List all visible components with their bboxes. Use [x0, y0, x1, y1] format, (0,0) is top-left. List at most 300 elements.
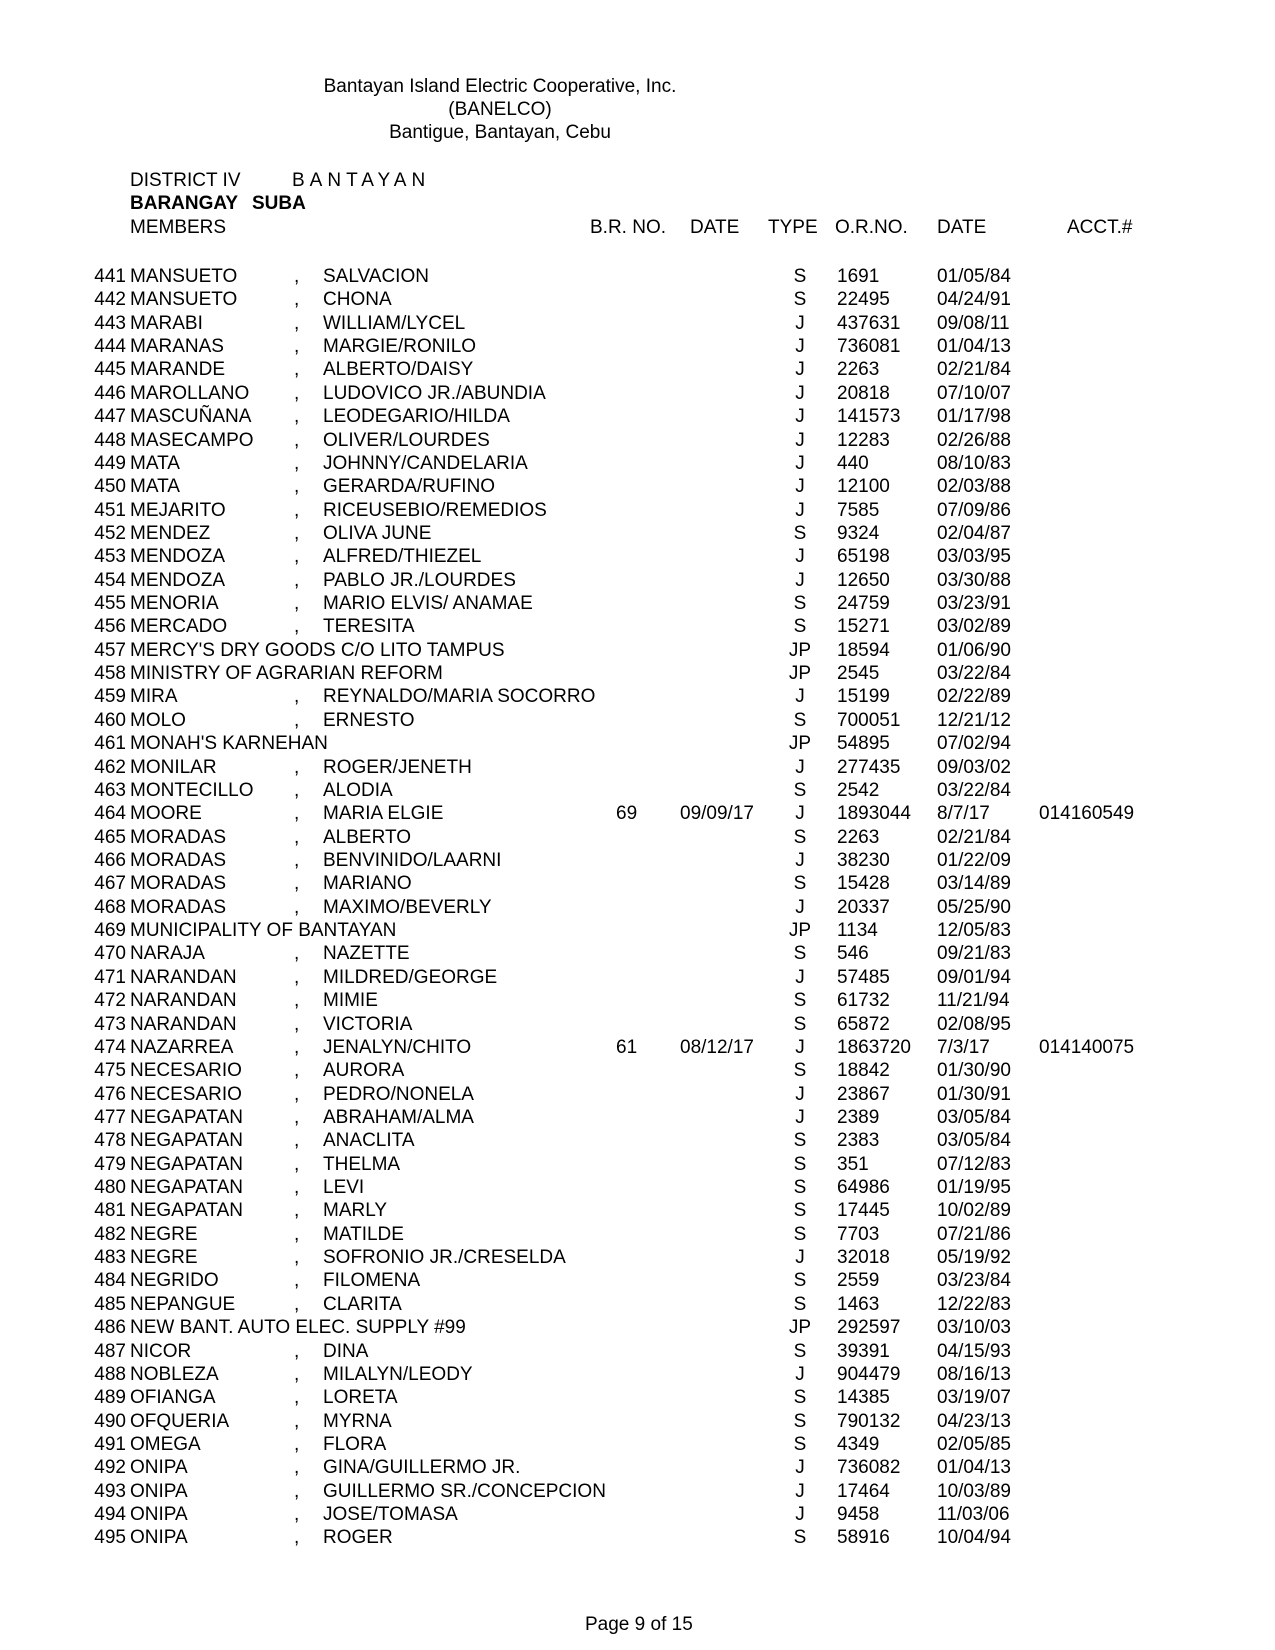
member-type: J	[795, 1083, 805, 1105]
member-number: 445	[94, 359, 126, 381]
member-type: S	[793, 1223, 807, 1245]
table-row	[0, 1223, 1275, 1246]
member-or-date: 08/16/13	[937, 1363, 1011, 1385]
member-or-no: 1863720	[837, 1036, 911, 1058]
barangay-label: BARANGAY	[130, 193, 239, 214]
member-last-name: NEGAPATAN	[130, 1200, 243, 1222]
member-number: 463	[94, 779, 126, 801]
member-type: J	[795, 499, 805, 521]
member-list	[0, 265, 1275, 1550]
name-separator: ,	[294, 1060, 300, 1082]
member-last-name: MORADAS	[130, 849, 227, 871]
member-or-date: 02/26/88	[937, 429, 1011, 451]
member-last-name: MASCUÑANA	[130, 406, 252, 428]
member-last-name: MORADAS	[130, 826, 227, 848]
member-first-name: ALODIA	[323, 779, 393, 801]
name-separator: ,	[294, 452, 300, 474]
name-separator: ,	[294, 289, 300, 311]
member-account: 014140075	[1039, 1036, 1135, 1058]
table-row	[0, 382, 1275, 405]
member-first-name: ANACLITA	[323, 1130, 415, 1152]
member-first-name: BENVINIDO/LAARNI	[323, 849, 502, 871]
member-last-name: NARAJA	[130, 943, 205, 965]
member-first-name: MAXIMO/BEVERLY	[323, 896, 492, 918]
member-number: 466	[94, 849, 126, 871]
table-row	[0, 335, 1275, 358]
member-number: 446	[94, 382, 126, 404]
member-number: 441	[94, 266, 126, 287]
member-or-date: 09/08/11	[937, 312, 1010, 334]
member-or-no: 23867	[837, 1083, 890, 1105]
member-first-name: MARIO ELVIS/ ANAMAE	[323, 593, 533, 615]
member-type: J	[795, 476, 805, 498]
member-or-no: 546	[837, 943, 869, 965]
member-last-name: MOORE	[130, 803, 202, 825]
name-separator: ,	[294, 569, 300, 591]
member-or-date: 04/15/93	[937, 1340, 1011, 1362]
name-separator: ,	[294, 1340, 300, 1362]
member-number: 442	[94, 289, 126, 311]
member-number: 475	[94, 1060, 126, 1082]
member-type: S	[793, 1340, 807, 1362]
table-row	[0, 452, 1275, 475]
member-or-no: 20818	[837, 382, 890, 404]
table-row	[0, 429, 1275, 452]
table-row	[0, 288, 1275, 311]
member-first-name: THELMA	[323, 1153, 401, 1175]
name-separator: ,	[294, 1504, 300, 1526]
table-row	[0, 499, 1275, 522]
member-account: 014160549	[1039, 803, 1135, 825]
member-number: 488	[94, 1363, 126, 1385]
member-or-no: 1691	[837, 266, 880, 287]
member-or-date: 07/10/07	[937, 382, 1011, 404]
member-or-no: 1463	[837, 1293, 880, 1315]
member-type: S	[793, 990, 807, 1012]
member-type: S	[793, 779, 807, 801]
member-or-date: 03/23/91	[937, 593, 1011, 615]
member-last-name: MANSUETO	[130, 289, 238, 311]
member-last-name: NEW BANT. AUTO ELEC. SUPPLY #99	[130, 1317, 466, 1339]
member-number: 468	[94, 896, 126, 918]
member-first-name: ROGER/JENETH	[323, 756, 472, 778]
member-number: 491	[94, 1433, 126, 1455]
member-or-no: 440	[837, 452, 869, 474]
member-type: J	[795, 1106, 805, 1128]
table-row	[0, 802, 1275, 825]
member-type: J	[795, 849, 805, 871]
member-type: J	[795, 312, 805, 334]
member-number: 495	[94, 1527, 126, 1549]
name-separator: ,	[294, 1480, 300, 1502]
name-separator: ,	[294, 429, 300, 451]
member-or-no: 9324	[837, 522, 880, 544]
member-or-no: 58916	[837, 1527, 890, 1549]
member-first-name: TERESITA	[323, 616, 415, 638]
member-number: 457	[94, 639, 126, 661]
member-type: S	[793, 1433, 807, 1455]
member-last-name: NICOR	[130, 1340, 192, 1362]
member-or-no: 736082	[837, 1457, 901, 1479]
member-type: S	[793, 943, 807, 965]
member-number: 461	[94, 733, 126, 755]
member-last-name: NEGAPATAN	[130, 1177, 243, 1199]
name-separator: ,	[294, 1293, 300, 1315]
name-separator: ,	[294, 896, 300, 918]
member-number: 482	[94, 1223, 126, 1245]
table-row	[0, 1199, 1275, 1222]
member-type: J	[795, 1036, 805, 1058]
table-row	[0, 1316, 1275, 1339]
member-or-date: 03/05/84	[937, 1130, 1011, 1152]
member-type: S	[793, 522, 807, 544]
member-or-no: 18594	[837, 639, 890, 661]
member-or-date: 03/10/03	[937, 1317, 1011, 1339]
member-number: 471	[94, 966, 126, 988]
table-row	[0, 358, 1275, 381]
member-br-no: 61	[616, 1036, 638, 1058]
member-type: J	[795, 359, 805, 381]
member-or-date: 09/01/94	[937, 966, 1011, 988]
member-last-name: MONAH'S KARNEHAN	[130, 733, 328, 755]
member-last-name: MERCY'S DRY GOODS C/O LITO TAMPUS	[130, 639, 505, 661]
member-first-name: CLARITA	[323, 1293, 402, 1315]
member-number: 467	[94, 873, 126, 895]
member-or-no: 904479	[837, 1363, 901, 1385]
member-first-name: ALBERTO/DAISY	[323, 359, 474, 381]
member-number: 474	[94, 1036, 126, 1058]
member-first-name: MARGIE/RONILO	[323, 336, 477, 358]
member-or-date: 8/7/17	[937, 803, 990, 825]
member-first-name: AURORA	[323, 1060, 405, 1082]
name-separator: ,	[294, 522, 300, 544]
member-or-date: 03/30/88	[937, 569, 1011, 591]
table-row	[0, 1410, 1275, 1433]
member-or-no: 14385	[837, 1387, 890, 1409]
member-or-date: 05/25/90	[937, 896, 1011, 918]
name-separator: ,	[294, 1387, 300, 1409]
table-row	[0, 872, 1275, 895]
member-type: S	[793, 1410, 807, 1432]
member-or-no: 22495	[837, 289, 890, 311]
member-last-name: MANSUETO	[130, 266, 238, 287]
member-first-name: JENALYN/CHITO	[323, 1036, 472, 1058]
member-or-date: 02/21/84	[937, 826, 1011, 848]
name-separator: ,	[294, 359, 300, 381]
member-type: J	[795, 803, 805, 825]
member-first-name: ROGER	[323, 1527, 393, 1549]
member-type: S	[793, 1270, 807, 1292]
member-or-no: 1134	[837, 920, 878, 942]
table-row	[0, 756, 1275, 779]
member-last-name: MENDOZA	[130, 569, 225, 591]
member-type: J	[795, 1363, 805, 1385]
member-last-name: NEGRIDO	[130, 1270, 219, 1292]
member-last-name: OMEGA	[130, 1433, 201, 1455]
member-type: J	[795, 382, 805, 404]
column-header-account: ACCT.#	[1067, 217, 1133, 238]
member-last-name: MUNICIPALITY OF BANTAYAN	[130, 920, 397, 942]
member-type: S	[793, 709, 807, 731]
member-type: J	[795, 429, 805, 451]
member-last-name: NECESARIO	[130, 1083, 242, 1105]
table-row	[0, 989, 1275, 1012]
name-separator: ,	[294, 826, 300, 848]
name-separator: ,	[294, 779, 300, 801]
member-number: 450	[94, 476, 126, 498]
page-number: Page 9 of 15	[585, 1614, 693, 1635]
member-or-no: 700051	[837, 709, 901, 731]
column-header-br-no: B.R. NO.	[590, 217, 667, 238]
member-last-name: MAROLLANO	[130, 382, 250, 404]
member-number: 473	[94, 1013, 126, 1035]
member-or-date: 07/02/94	[937, 733, 1011, 755]
name-separator: ,	[294, 1433, 300, 1455]
member-type: J	[795, 546, 805, 568]
member-number: 478	[94, 1130, 126, 1152]
member-or-date: 10/04/94	[937, 1527, 1011, 1549]
column-header-or-date: DATE	[937, 217, 987, 238]
member-or-date: 03/23/84	[937, 1270, 1011, 1292]
member-number: 490	[94, 1410, 126, 1432]
member-number: 486	[94, 1317, 126, 1339]
name-separator: ,	[294, 406, 300, 428]
column-header-date: DATE	[690, 217, 740, 238]
table-row	[0, 1433, 1275, 1456]
member-first-name: LEVI	[323, 1177, 365, 1199]
member-type: S	[793, 1153, 807, 1175]
member-number: 462	[94, 756, 126, 778]
member-type: JP	[788, 1317, 812, 1339]
member-or-date: 01/06/90	[937, 639, 1011, 661]
table-row	[0, 615, 1275, 638]
table-row	[0, 1480, 1275, 1503]
name-separator: ,	[294, 686, 300, 708]
member-number: 493	[94, 1480, 126, 1502]
member-or-date: 01/17/98	[937, 406, 1011, 428]
member-or-date: 03/02/89	[937, 616, 1011, 638]
name-separator: ,	[294, 1223, 300, 1245]
member-or-date: 10/03/89	[937, 1480, 1011, 1502]
member-last-name: NEPANGUE	[130, 1293, 236, 1315]
column-header-or-no: O.R.NO.	[835, 217, 908, 238]
member-or-no: 57485	[837, 966, 890, 988]
member-or-no: 20337	[837, 896, 890, 918]
member-or-no: 15199	[837, 686, 890, 708]
table-row	[0, 522, 1275, 545]
member-or-date: 04/23/13	[937, 1410, 1011, 1432]
member-last-name: MERCADO	[130, 616, 228, 638]
member-or-date: 02/04/87	[937, 522, 1011, 544]
member-or-no: 38230	[837, 849, 890, 871]
member-number: 492	[94, 1457, 126, 1479]
member-number: 489	[94, 1387, 126, 1409]
member-or-date: 03/03/95	[937, 546, 1011, 568]
member-or-date: 03/05/84	[937, 1106, 1011, 1128]
name-separator: ,	[294, 1527, 300, 1549]
member-br-date: 08/12/17	[680, 1036, 754, 1058]
member-last-name: NEGRE	[130, 1223, 198, 1245]
member-number: 443	[94, 312, 126, 334]
name-separator: ,	[294, 1270, 300, 1292]
table-row	[0, 475, 1275, 498]
member-last-name: NOBLEZA	[130, 1363, 219, 1385]
member-last-name: NEGRE	[130, 1247, 198, 1269]
member-or-no: 2545	[837, 663, 880, 685]
member-last-name: ONIPA	[130, 1480, 188, 1502]
name-separator: ,	[294, 266, 300, 287]
member-last-name: MARABI	[130, 312, 203, 334]
member-first-name: NAZETTE	[323, 943, 410, 965]
name-separator: ,	[294, 1200, 300, 1222]
member-type: J	[795, 896, 805, 918]
member-or-no: 2263	[837, 826, 880, 848]
member-or-no: 24759	[837, 593, 890, 615]
member-last-name: NARANDAN	[130, 1013, 237, 1035]
member-first-name: MILALYN/LEODY	[323, 1363, 473, 1385]
member-or-no: 4349	[837, 1433, 880, 1455]
member-type: S	[793, 1527, 807, 1549]
member-first-name: GUILLERMO SR./CONCEPCION	[323, 1480, 606, 1502]
name-separator: ,	[294, 499, 300, 521]
member-type: S	[793, 1177, 807, 1199]
member-first-name: ERNESTO	[323, 709, 415, 731]
member-br-no: 69	[616, 803, 638, 825]
member-or-date: 02/22/89	[937, 686, 1011, 708]
member-first-name: JOHNNY/CANDELARIA	[323, 452, 528, 474]
member-or-date: 02/05/85	[937, 1433, 1011, 1455]
district-label: DISTRICT IV	[130, 170, 241, 191]
member-last-name: NEGAPATAN	[130, 1153, 243, 1175]
member-last-name: MARANDE	[130, 359, 226, 381]
member-or-no: 790132	[837, 1410, 901, 1432]
member-or-date: 08/10/83	[937, 452, 1011, 474]
member-first-name: OLIVA JUNE	[323, 522, 432, 544]
member-last-name: MARANAS	[130, 336, 224, 358]
member-type: S	[793, 873, 807, 895]
member-number: 464	[94, 803, 126, 825]
member-or-no: 2383	[837, 1130, 880, 1152]
name-separator: ,	[294, 709, 300, 731]
member-last-name: MASECAMPO	[130, 429, 254, 451]
member-type: J	[795, 336, 805, 358]
name-separator: ,	[294, 616, 300, 638]
table-row	[0, 1036, 1275, 1059]
member-type: S	[793, 1013, 807, 1035]
member-number: 460	[94, 709, 126, 731]
member-number: 472	[94, 990, 126, 1012]
table-row	[0, 1293, 1275, 1316]
member-or-date: 05/19/92	[937, 1247, 1011, 1269]
member-type: J	[795, 406, 805, 428]
table-row	[0, 405, 1275, 428]
name-separator: ,	[294, 849, 300, 871]
member-type: J	[795, 569, 805, 591]
member-or-no: 2263	[837, 359, 880, 381]
name-separator: ,	[294, 476, 300, 498]
member-number: 477	[94, 1106, 126, 1128]
table-row	[0, 849, 1275, 872]
name-separator: ,	[294, 1013, 300, 1035]
member-or-date: 02/08/95	[937, 1013, 1011, 1035]
member-first-name: LORETA	[323, 1387, 398, 1409]
member-or-date: 03/22/84	[937, 663, 1011, 685]
member-or-date: 07/12/83	[937, 1153, 1011, 1175]
column-header-members: MEMBERS	[130, 217, 227, 238]
table-row	[0, 942, 1275, 965]
member-number: 469	[94, 920, 126, 942]
member-number: 456	[94, 616, 126, 638]
member-last-name: MATA	[130, 452, 180, 474]
member-number: 448	[94, 429, 126, 451]
member-type: J	[795, 756, 805, 778]
member-or-date: 09/21/83	[937, 943, 1011, 965]
member-or-no: 18842	[837, 1060, 890, 1082]
member-or-no: 65872	[837, 1013, 890, 1035]
member-type: S	[793, 616, 807, 638]
member-or-no: 2389	[837, 1106, 880, 1128]
member-last-name: OFIANGA	[130, 1387, 216, 1409]
member-or-no: 7585	[837, 499, 880, 521]
name-separator: ,	[294, 1247, 300, 1269]
table-row	[0, 1129, 1275, 1152]
name-separator: ,	[294, 1130, 300, 1152]
member-number: 484	[94, 1270, 126, 1292]
member-type: S	[793, 1130, 807, 1152]
table-row	[0, 1456, 1275, 1479]
member-number: 470	[94, 943, 126, 965]
member-or-no: 9458	[837, 1504, 880, 1526]
name-separator: ,	[294, 1177, 300, 1199]
name-separator: ,	[294, 1106, 300, 1128]
column-header-type: TYPE	[768, 217, 818, 238]
table-row	[0, 1083, 1275, 1106]
member-or-no: 12283	[837, 429, 890, 451]
member-number: 444	[94, 336, 126, 358]
member-or-no: 17464	[837, 1480, 890, 1502]
name-separator: ,	[294, 382, 300, 404]
member-or-date: 01/30/90	[937, 1060, 1011, 1082]
member-first-name: DINA	[323, 1340, 369, 1362]
table-row	[0, 966, 1275, 989]
member-or-no: 32018	[837, 1247, 890, 1269]
member-number: 494	[94, 1504, 126, 1526]
table-row	[0, 709, 1275, 732]
member-or-date: 01/30/91	[937, 1083, 1011, 1105]
member-last-name: MORADAS	[130, 896, 227, 918]
name-separator: ,	[294, 1457, 300, 1479]
name-separator: ,	[294, 593, 300, 615]
member-type: J	[795, 1247, 805, 1269]
member-number: 483	[94, 1247, 126, 1269]
member-or-no: 12100	[837, 476, 890, 498]
table-row	[0, 1059, 1275, 1082]
name-separator: ,	[294, 1036, 300, 1058]
member-number: 481	[94, 1200, 126, 1222]
table-row	[0, 1246, 1275, 1269]
table-row	[0, 265, 1275, 288]
member-last-name: ONIPA	[130, 1457, 188, 1479]
member-first-name: MARIA ELGIE	[323, 803, 444, 825]
member-or-no: 736081	[837, 336, 901, 358]
member-first-name: SOFRONIO JR./CRESELDA	[323, 1247, 566, 1269]
member-first-name: LUDOVICO JR./ABUNDIA	[323, 382, 546, 404]
member-first-name: RICEUSEBIO/REMEDIOS	[323, 499, 547, 521]
member-last-name: NECESARIO	[130, 1060, 242, 1082]
district-name: BANTAYAN	[292, 170, 431, 191]
member-or-date: 12/22/83	[937, 1293, 1011, 1315]
member-or-no: 64986	[837, 1177, 890, 1199]
